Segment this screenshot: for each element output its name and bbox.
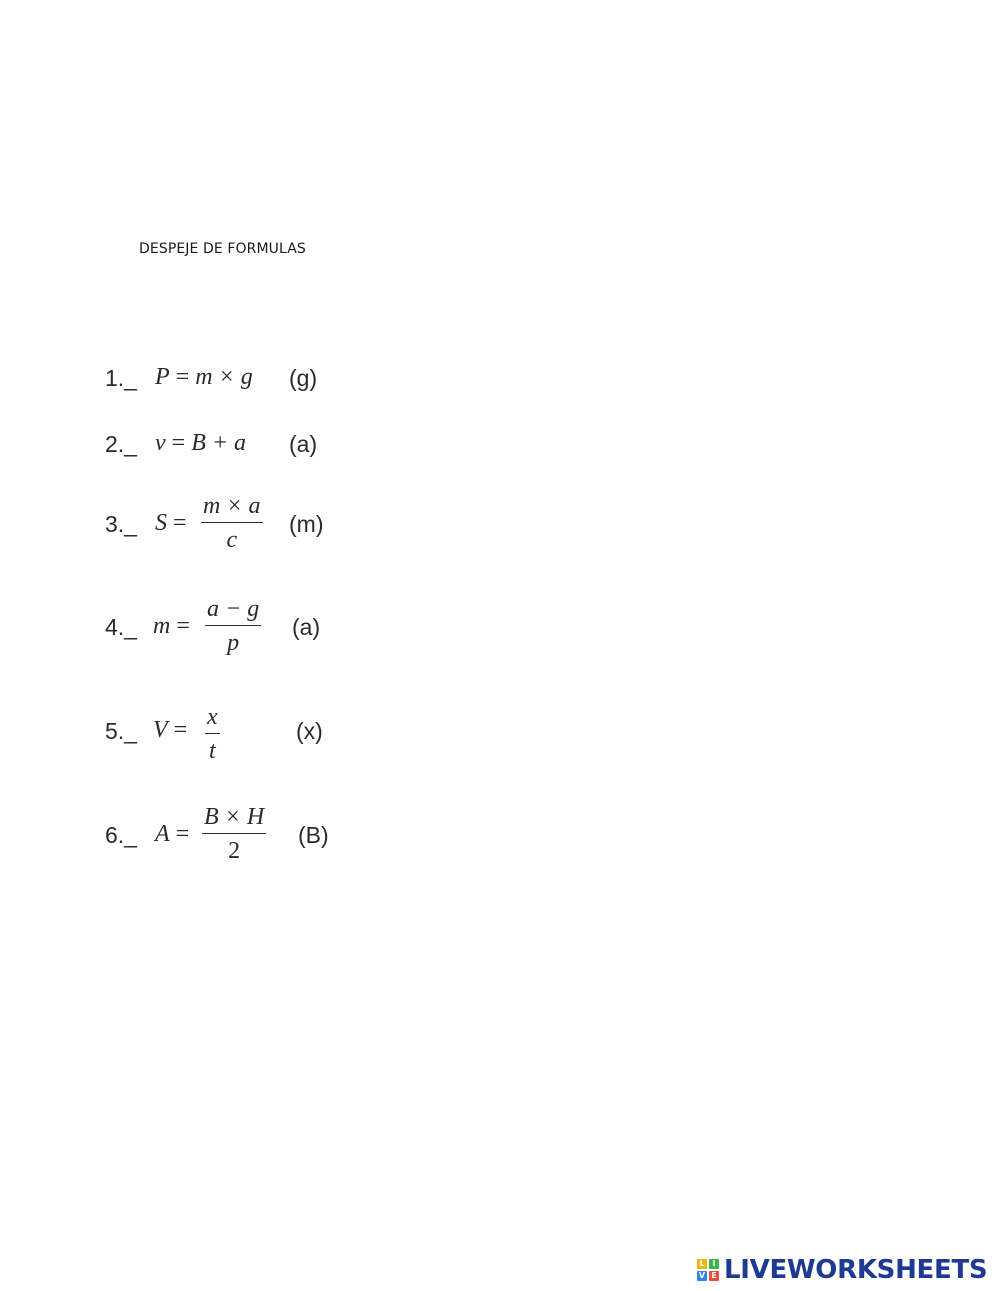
formula-lhs-eq: m = xyxy=(153,613,190,639)
numerator: B × H xyxy=(202,804,266,834)
denominator: 2 xyxy=(228,838,241,864)
exercise-2 xyxy=(105,428,365,488)
solve-for-variable: (m) xyxy=(289,511,324,537)
numerator: x xyxy=(205,704,220,734)
icon-tile: V xyxy=(698,1271,706,1280)
formula-lhs-eq: A = xyxy=(155,821,190,847)
icon-tile: E xyxy=(709,1271,719,1281)
formula-lhs: m xyxy=(153,613,171,639)
icon-tile: I xyxy=(709,1259,719,1269)
exercise-number: 1._ xyxy=(105,365,137,391)
exercise-number: 6._ xyxy=(105,822,137,848)
exercise-4 xyxy=(105,596,365,666)
formula-lhs: V xyxy=(153,717,168,743)
exercise-number: 2._ xyxy=(105,431,137,457)
exercise-number: 3._ xyxy=(105,511,137,537)
liveworksheets-logo xyxy=(697,1254,997,1286)
solve-for-variable: (B) xyxy=(298,822,329,848)
exercise-number: 5._ xyxy=(105,718,137,744)
brand-name: LIVEWORKSHEETS xyxy=(724,1255,988,1285)
formula: P = m × g xyxy=(155,364,253,390)
solve-for-variable: (g) xyxy=(289,365,318,391)
formula-lhs: S xyxy=(155,510,167,536)
formula-lhs-eq: V = xyxy=(153,717,188,743)
solve-for-variable: (x) xyxy=(296,718,323,744)
formula-lhs: A xyxy=(155,821,170,847)
numerator: m × a xyxy=(201,493,263,523)
exercise-1 xyxy=(105,362,365,422)
denominator: c xyxy=(226,527,238,553)
fraction xyxy=(205,596,261,657)
formula: v = B + a xyxy=(155,430,247,456)
icon-tile: L xyxy=(697,1259,707,1269)
fraction xyxy=(205,704,220,765)
exercise-3 xyxy=(105,493,365,563)
exercise-number: 4._ xyxy=(105,614,137,640)
numerator: a − g xyxy=(205,596,261,626)
formula-rhs: m × g xyxy=(195,364,253,390)
solve-for-variable: (a) xyxy=(292,614,321,640)
fraction xyxy=(202,804,266,865)
denominator: t xyxy=(208,738,216,764)
solve-for-variable: (a) xyxy=(289,431,318,457)
exercise-6 xyxy=(105,804,365,874)
fraction xyxy=(201,493,263,554)
exercise-5 xyxy=(105,704,365,774)
formula-lhs: P xyxy=(155,364,170,390)
page-title: DESPEJE DE FORMULAS xyxy=(139,241,306,257)
liveworksheets-icon xyxy=(697,1259,719,1281)
formula-lhs: v xyxy=(155,430,166,456)
denominator: p xyxy=(227,630,240,656)
formula-lhs-eq: S = xyxy=(155,510,187,536)
formula-rhs: B + a xyxy=(191,430,247,456)
